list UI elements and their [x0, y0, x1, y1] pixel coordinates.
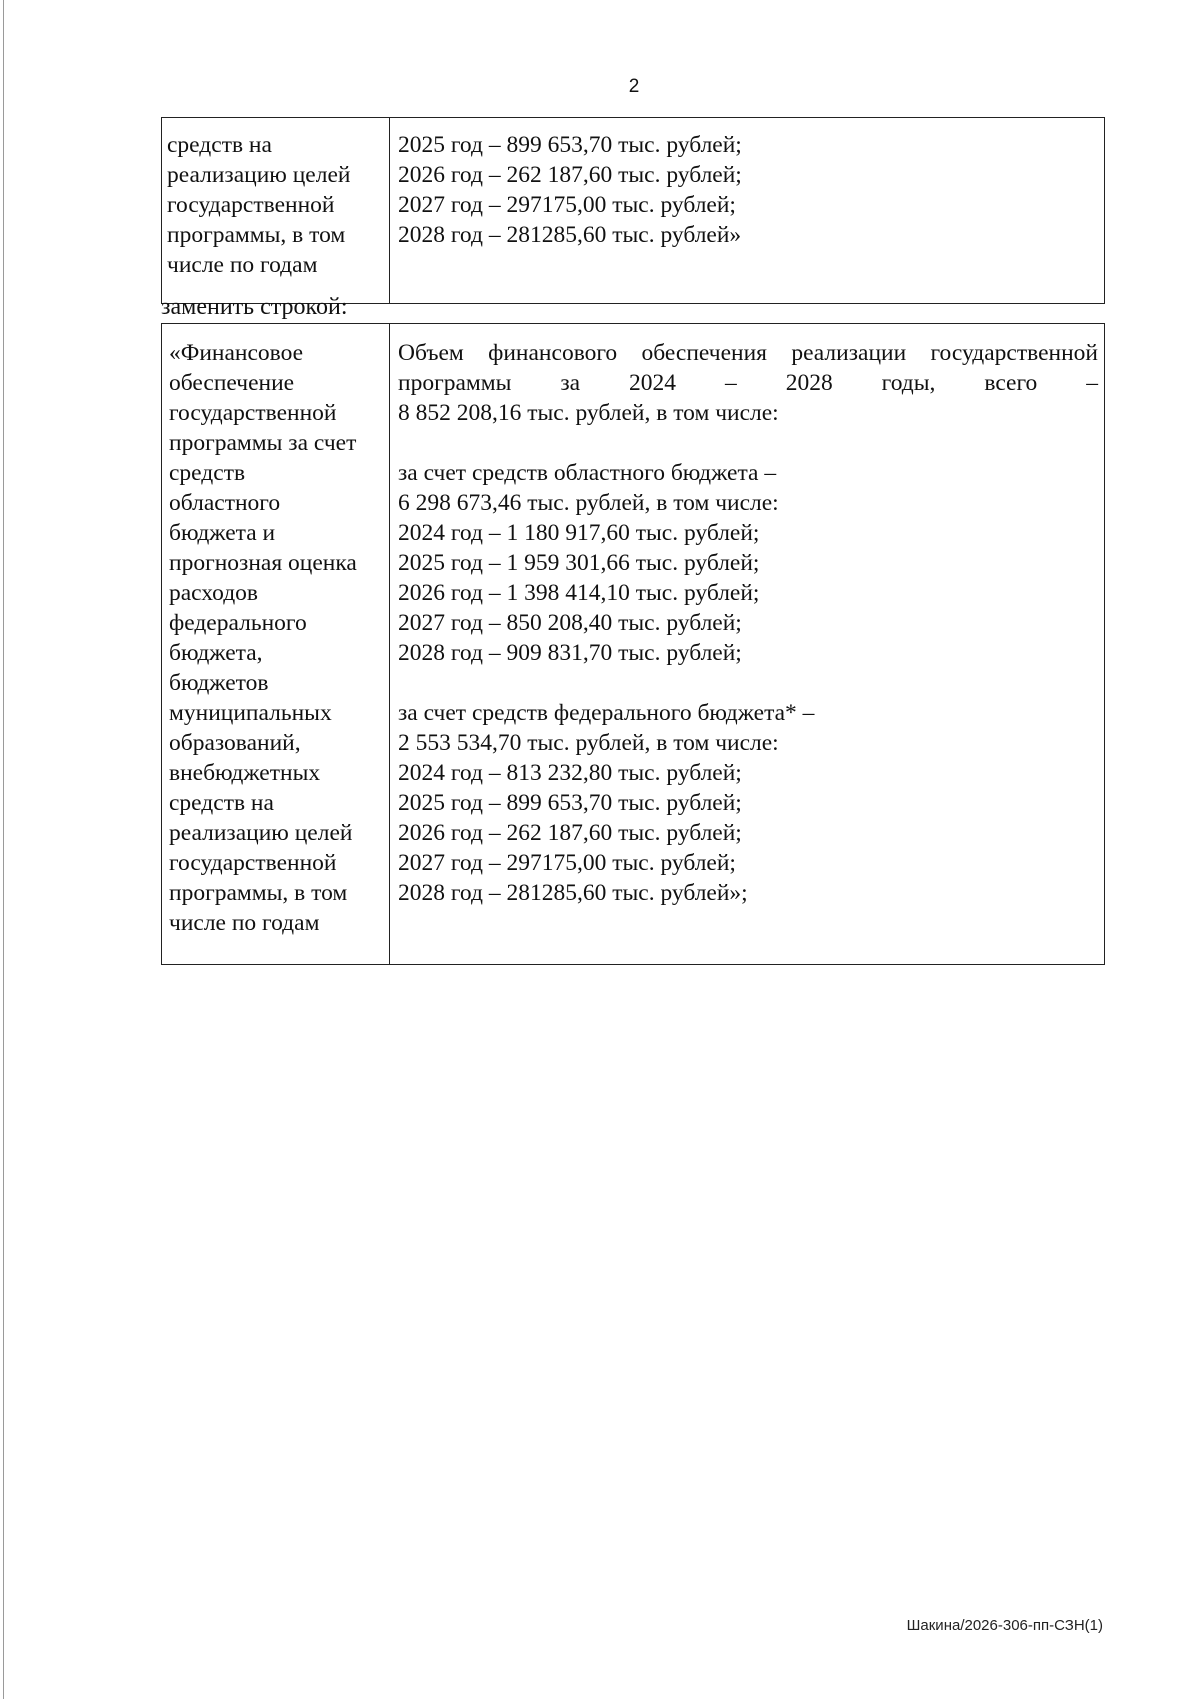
year-line: 2025 год – 899 653,70 тыс. рублей;: [398, 132, 742, 158]
label-line: «Финансовое: [169, 340, 304, 366]
label-line: внебюджетных: [169, 760, 321, 786]
label-line: программы, в том: [167, 222, 346, 248]
federal-total: 2 553 534,70 тыс. рублей, в том числе:: [398, 730, 779, 756]
label-line: государственной: [169, 400, 337, 426]
old-row-table: [161, 117, 1105, 304]
year-line: 2027 год – 297175,00 тыс. рублей;: [398, 850, 736, 876]
label-line: обеспечение: [169, 370, 295, 396]
year-line: 2028 год – 909 831,70 тыс. рублей;: [398, 640, 742, 666]
old-row-label-cell: [162, 118, 390, 304]
label-line: бюджета и: [169, 520, 276, 546]
year-line: 2028 год – 281285,60 тыс. рублей»;: [398, 880, 748, 906]
table-row: [162, 118, 1105, 304]
label-line: областного: [169, 490, 281, 516]
funding-total: 8 852 208,16 тыс. рублей, в том числе:: [398, 400, 779, 426]
page-number: 2: [628, 76, 640, 97]
year-line: 2028 год – 281285,60 тыс. рублей»: [398, 222, 742, 248]
year-line: 2027 год – 297175,00 тыс. рублей;: [398, 192, 736, 218]
label-line: числе по годам: [167, 252, 318, 278]
new-row-table: [161, 323, 1105, 965]
year-line: 2026 год – 262 187,60 тыс. рублей;: [398, 820, 742, 846]
document-code: Шакина/2026-306-пп-СЗН(1): [906, 1617, 1103, 1634]
year-line: 2026 год – 1 398 414,10 тыс. рублей;: [398, 580, 760, 606]
year-line: 2027 год – 850 208,40 тыс. рублей;: [398, 610, 742, 636]
new-row-value-cell: [390, 324, 1105, 965]
year-line: 2025 год – 899 653,70 тыс. рублей;: [398, 790, 742, 816]
regional-heading: за счет средств областного бюджета –: [398, 460, 777, 486]
replace-instruction: заменить строкой:: [161, 294, 348, 320]
spacer: [398, 428, 1098, 458]
year-line: 2024 год – 813 232,80 тыс. рублей;: [398, 760, 742, 786]
label-line: бюджета,: [169, 640, 263, 666]
new-row-label-cell: [162, 324, 390, 965]
scan-edge-line: [3, 0, 4, 1699]
year-line: 2024 год – 1 180 917,60 тыс. рублей;: [398, 520, 760, 546]
label-line: числе по годам: [169, 910, 320, 936]
label-line: федерального: [169, 610, 307, 636]
label-line: средств на: [167, 132, 272, 158]
label-line: государственной: [169, 850, 337, 876]
table-row: [162, 324, 1105, 965]
old-row-value-cell: [390, 118, 1105, 304]
label-line: программы, в том: [169, 880, 348, 906]
label-line: расходов: [169, 580, 259, 606]
label-line: средств на: [169, 790, 274, 816]
regional-total: 6 298 673,46 тыс. рублей, в том числе:: [398, 490, 779, 516]
label-line: образований,: [169, 730, 301, 756]
year-line: 2025 год – 1 959 301,66 тыс. рублей;: [398, 550, 760, 576]
spacer: [398, 668, 1098, 698]
label-line: муниципальных: [169, 700, 332, 726]
label-line: бюджетов: [169, 670, 269, 696]
label-line: программы за счет: [169, 430, 357, 456]
year-line: 2026 год – 262 187,60 тыс. рублей;: [398, 162, 742, 188]
label-line: государственной: [167, 192, 335, 218]
label-line: реализацию целей: [169, 820, 353, 846]
federal-heading: за счет средств федерального бюджета* –: [398, 700, 815, 726]
label-line: средств: [169, 460, 246, 486]
label-line: реализацию целей: [167, 162, 351, 188]
label-line: прогнозная оценка: [169, 550, 357, 576]
funding-intro: Объем финансового обеспечения реализации государственной программы за 2024 – 2028 годы, всего –: [398, 340, 1098, 396]
